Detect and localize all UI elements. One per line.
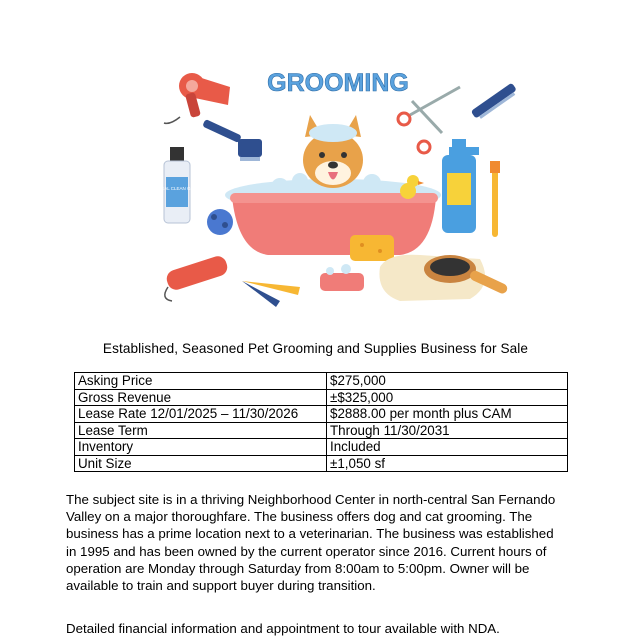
gross-revenue-label: Gross Revenue	[75, 389, 327, 406]
lease-term-value: Through 11/30/2031	[327, 422, 568, 439]
listing-subtitle: Established, Seasoned Pet Grooming and Supplies Business for Sale	[102, 341, 529, 356]
sponge-icon	[350, 235, 394, 261]
business-description: The subject site is in a thriving Neighborhood Center in north-central San Fernando Valley on a major thoroughfare. The business offers dog and cat grooming. The business has a prime location next to a veterinarian. The business was established in 1995 and has been owned by the current operator since 2016. Current hours of operation are Monday through Saturday from 8:00am to 5:00pm. Owner will be available to train and support buyer during transition.	[66, 492, 556, 594]
table-row	[75, 455, 568, 472]
comb-icon	[471, 83, 519, 122]
nda-note: Detailed financial information and appointment to tour available with NDA.	[66, 621, 500, 636]
table-row	[75, 406, 568, 423]
soap-icon	[320, 264, 364, 291]
inventory-value: Included	[327, 439, 568, 456]
table-row	[75, 439, 568, 456]
toothbrush-icon	[490, 161, 500, 237]
lease-term-label: Lease Term	[75, 422, 327, 439]
asking-price-value: $275,000	[327, 373, 568, 390]
inventory-label: Inventory	[75, 439, 327, 456]
table-row	[75, 373, 568, 390]
slicker-brush-icon	[202, 119, 262, 161]
ball-toy-icon	[207, 209, 233, 235]
lease-rate-label: Lease Rate 12/01/2025 – 11/30/2026	[75, 406, 327, 423]
hair-dryer-icon	[164, 73, 230, 123]
grooming-heading: GROOMING	[267, 69, 409, 97]
asking-price-label: Asking Price	[75, 373, 327, 390]
unit-size-label: Unit Size	[75, 455, 327, 472]
grooming-illustration	[150, 55, 530, 315]
unit-size-value: ±1,050 sf	[327, 455, 568, 472]
gel-bottle-icon	[158, 147, 197, 223]
lease-rate-value: $2888.00 per month plus CAM	[327, 406, 568, 423]
bathtub-with-dog-icon	[225, 115, 441, 255]
nail-clipper-icon	[242, 281, 300, 307]
table-row	[75, 422, 568, 439]
listing-facts-table	[74, 372, 568, 472]
table-row	[75, 389, 568, 406]
bottle-label: REAL CLEAN GEL	[157, 186, 197, 191]
shampoo-bottle-icon	[442, 139, 479, 233]
gross-revenue-value: ±$325,000	[327, 389, 568, 406]
clippers-icon	[164, 254, 229, 301]
